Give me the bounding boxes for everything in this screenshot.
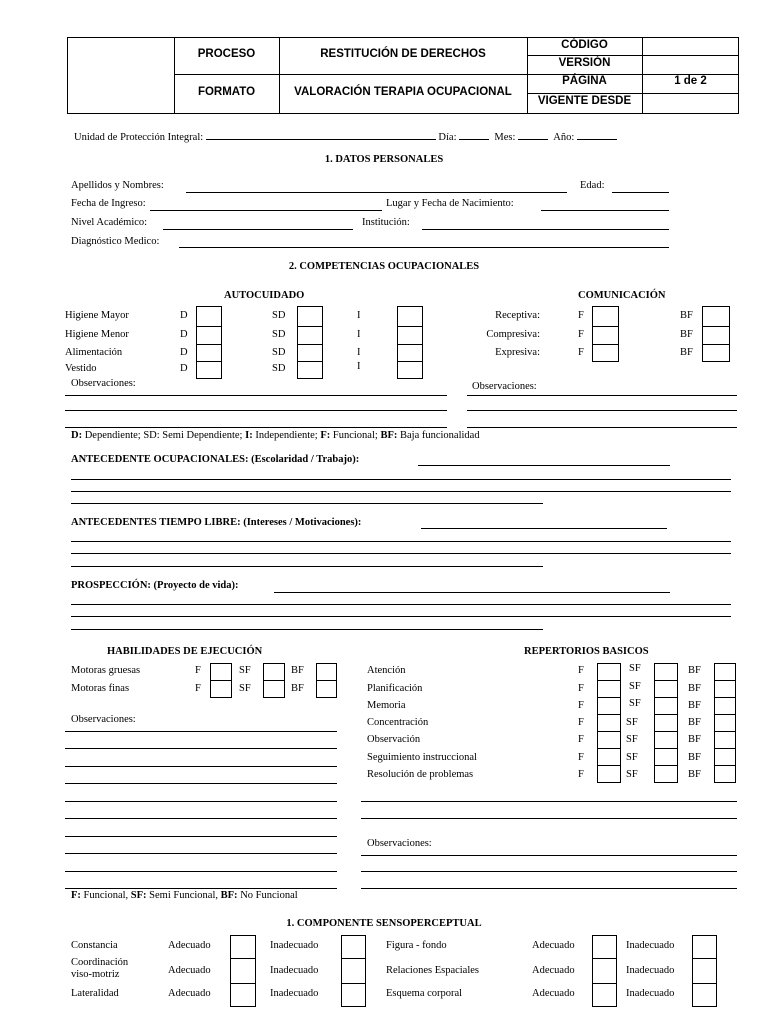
checkbox-sf[interactable] — [263, 680, 285, 698]
checkbox-sf[interactable] — [654, 731, 678, 749]
code-bf: BF — [688, 734, 701, 745]
checkbox-bf[interactable] — [714, 697, 736, 715]
observaciones-line[interactable] — [65, 427, 447, 428]
checkbox-bf[interactable] — [714, 748, 736, 766]
code-sd: SD — [272, 329, 286, 340]
checkbox-sf[interactable] — [654, 765, 678, 783]
checkbox-adecuado[interactable] — [592, 935, 617, 959]
code-sf: SF — [626, 717, 638, 728]
code-f: F — [578, 752, 584, 763]
checkbox-bf[interactable] — [714, 765, 736, 783]
observaciones-line[interactable] — [65, 395, 447, 396]
checkbox-sd[interactable] — [297, 361, 323, 379]
code-d: D — [180, 329, 188, 340]
repertorio-row-label: Observación — [367, 734, 421, 745]
comunicacion-row-label: Receptiva: — [495, 310, 540, 321]
apellidos-line[interactable] — [186, 192, 567, 193]
legend-habilidades: F: Funcional, SF: Semi Funcional, BF: No Funcional — [71, 890, 298, 901]
checkbox-sd[interactable] — [297, 306, 323, 327]
observaciones-line[interactable] — [361, 871, 737, 872]
code-bf: BF — [688, 717, 701, 728]
code-bf: BF — [291, 683, 304, 694]
institucion-line[interactable] — [422, 229, 669, 230]
adecuado-label: Adecuado — [532, 988, 575, 999]
code-i: I — [357, 361, 361, 372]
comunicacion-row-label: Compresiva: — [486, 329, 540, 340]
code-sd: SD — [272, 347, 286, 358]
code-sf: SF — [629, 698, 641, 709]
adecuado-label: Adecuado — [168, 965, 211, 976]
checkbox-bf[interactable] — [316, 680, 337, 698]
checkbox-i[interactable] — [397, 344, 423, 362]
prospeccion-label: PROSPECCIÓN: (Proyecto de vida): — [71, 580, 239, 591]
checkbox-inadecuado[interactable] — [692, 983, 717, 1007]
header-table — [67, 37, 739, 114]
checkbox-f[interactable] — [592, 326, 619, 345]
sensoperceptual-row-label: Esquema corporal — [386, 988, 463, 999]
checkbox-f[interactable] — [210, 680, 232, 698]
inadecuado-label: Inadecuado — [270, 988, 319, 999]
checkbox-adecuado[interactable] — [592, 958, 617, 984]
code-bf: BF — [680, 329, 693, 340]
repertorio-row-label: Seguimiento instruccional — [367, 752, 477, 763]
checkbox-bf[interactable] — [702, 344, 730, 362]
inadecuado-label: Inadecuado — [270, 940, 319, 951]
code-sf: SF — [629, 663, 641, 674]
formato-label: FORMATO — [197, 86, 256, 98]
adecuado-label: Adecuado — [532, 965, 575, 976]
legend-section2: D: Dependiente; SD: Semi Dependiente; I: Independiente; F: Funcional; BF: Baja funcionalidad — [71, 430, 480, 441]
checkbox-f[interactable] — [210, 663, 232, 681]
checkbox-f[interactable] — [597, 714, 621, 732]
autocuidado-title: AUTOCUIDADO — [224, 290, 305, 301]
checkbox-adecuado[interactable] — [230, 958, 256, 984]
checkbox-adecuado[interactable] — [230, 983, 256, 1007]
adecuado-label: Adecuado — [168, 988, 211, 999]
diagnostico-line[interactable] — [179, 247, 669, 248]
code-sf: SF — [239, 683, 251, 694]
edad-label: Edad: — [580, 180, 605, 191]
checkbox-sf[interactable] — [654, 697, 678, 715]
unidad-field: Unidad de Protección Integral: Día: Mes: Año: — [74, 129, 617, 143]
version-label: VERSIÓN — [558, 57, 611, 69]
checkbox-d[interactable] — [196, 344, 222, 362]
observaciones-line[interactable] — [65, 853, 337, 854]
prospeccion-line[interactable] — [71, 604, 731, 605]
antecedentes-line[interactable] — [71, 491, 731, 492]
antecedentes-line[interactable] — [418, 465, 670, 466]
autocuidado-row-label: Vestido — [65, 363, 97, 374]
tiempo-libre-line[interactable] — [421, 528, 667, 529]
tiempo-libre-line[interactable] — [71, 541, 731, 542]
repertorio-row-label: Resolución de problemas — [367, 769, 474, 780]
checkbox-sf[interactable] — [654, 748, 678, 766]
lugar-fecha-label: Lugar y Fecha de Nacimiento: — [386, 198, 514, 209]
sensoperceptual-row-label: Lateralidad — [71, 988, 119, 999]
section2-title: 2. COMPETENCIAS OCUPACIONALES — [288, 261, 480, 272]
code-bf: BF — [688, 665, 701, 676]
observaciones-line[interactable] — [467, 427, 737, 428]
checkbox-inadecuado[interactable] — [692, 935, 717, 959]
checkbox-bf[interactable] — [714, 680, 736, 698]
observaciones-label: Observaciones: — [472, 381, 537, 392]
observaciones-line[interactable] — [467, 395, 737, 396]
checkbox-d[interactable] — [196, 306, 222, 327]
checkbox-f[interactable] — [592, 306, 619, 327]
observaciones-line[interactable] — [65, 766, 337, 767]
tiempo-libre-line[interactable] — [71, 566, 543, 567]
checkbox-sd[interactable] — [297, 326, 323, 345]
pagina-value: 1 de 2 — [674, 75, 707, 87]
code-i: I — [357, 347, 361, 358]
antecedentes-line[interactable] — [71, 503, 543, 504]
checkbox-bf[interactable] — [702, 306, 730, 327]
nivel-label: Nivel Académico: — [71, 217, 148, 228]
fecha-ingreso-line[interactable] — [150, 210, 382, 211]
checkbox-inadecuado[interactable] — [341, 958, 366, 984]
code-bf: BF — [688, 769, 701, 780]
nivel-line[interactable] — [163, 229, 353, 230]
checkbox-i[interactable] — [397, 326, 423, 345]
lugar-fecha-line[interactable] — [541, 210, 669, 211]
code-d: D — [180, 363, 188, 374]
checkbox-bf[interactable] — [316, 663, 337, 681]
code-f: F — [578, 683, 584, 694]
checkbox-adecuado[interactable] — [230, 935, 256, 959]
checkbox-sd[interactable] — [297, 344, 323, 362]
observaciones-line[interactable] — [65, 783, 337, 784]
prospeccion-line[interactable] — [274, 592, 670, 593]
adecuado-label: Adecuado — [168, 940, 211, 951]
checkbox-f[interactable] — [597, 731, 621, 749]
observaciones-label: Observaciones: — [367, 838, 432, 849]
code-f: F — [578, 329, 584, 340]
code-i: I — [357, 329, 361, 340]
anio-line[interactable] — [577, 129, 617, 140]
formato-value: VALORACIÓN TERAPIA OCUPACIONAL — [294, 86, 512, 98]
habilidades-title: HABILIDADES DE EJECUCIÓN — [107, 646, 263, 657]
repertorio-row-label: Planificación — [367, 683, 423, 694]
edad-line[interactable] — [612, 192, 669, 193]
checkbox-i[interactable] — [397, 361, 423, 379]
checkbox-d[interactable] — [196, 326, 222, 345]
sensoperceptual-row-label: Constancia — [71, 940, 118, 951]
code-bf: BF — [688, 683, 701, 694]
repertorios-title: REPERTORIOS BASICOS — [524, 646, 649, 657]
code-bf: BF — [291, 665, 304, 676]
checkbox-bf[interactable] — [714, 731, 736, 749]
checkbox-bf[interactable] — [702, 326, 730, 345]
repertorio-row-label: Concentración — [367, 717, 429, 728]
code-sf: SF — [626, 769, 638, 780]
comunicacion-row-label: Expresiva: — [495, 347, 540, 358]
observaciones-line[interactable] — [361, 888, 737, 889]
sensoperceptual-row-label: Figura - fondo — [386, 940, 447, 951]
code-f: F — [578, 769, 584, 780]
code-bf: BF — [680, 310, 693, 321]
observaciones-line[interactable] — [65, 801, 337, 802]
code-d: D — [180, 347, 188, 358]
habilidades-row-label: Motoras finas — [71, 683, 130, 694]
checkbox-bf[interactable] — [714, 714, 736, 732]
autocuidado-row-label: Higiene Mayor — [65, 310, 129, 321]
institucion-label: Institución: — [362, 217, 410, 228]
prospeccion-line[interactable] — [71, 616, 731, 617]
autocuidado-row-label: Higiene Menor — [65, 329, 129, 340]
code-bf: BF — [688, 752, 701, 763]
code-sf: SF — [626, 752, 638, 763]
observaciones-line[interactable] — [361, 855, 737, 856]
antecedentes-ocupacionales-label: ANTECEDENTE OCUPACIONALES: (Escolaridad / Trabajo): — [71, 454, 360, 465]
observaciones-line[interactable] — [65, 818, 337, 819]
apellidos-label: Apellidos y Nombres: — [71, 180, 164, 191]
habilidades-row-label: Motoras gruesas — [71, 665, 141, 676]
code-f: F — [578, 347, 584, 358]
sensoperceptual-row-label: Relaciones Espaciales — [386, 965, 480, 976]
mes-line[interactable] — [518, 129, 548, 140]
checkbox-inadecuado[interactable] — [341, 935, 366, 959]
checkbox-inadecuado[interactable] — [341, 983, 366, 1007]
code-f: F — [578, 310, 584, 321]
observaciones-label: Observaciones: — [71, 378, 136, 389]
observaciones-line[interactable] — [65, 888, 337, 889]
prospeccion-line[interactable] — [71, 629, 543, 630]
code-sf: SF — [626, 734, 638, 745]
checkbox-f[interactable] — [597, 748, 621, 766]
proceso-value: RESTITUCIÓN DE DERECHOS — [320, 48, 486, 60]
code-f: F — [578, 734, 584, 745]
checkbox-f[interactable] — [597, 663, 621, 681]
checkbox-f[interactable] — [592, 344, 619, 362]
observaciones-line[interactable] — [65, 748, 337, 749]
autocuidado-row-label: Alimentación — [65, 347, 123, 358]
inadecuado-label: Inadecuado — [626, 988, 675, 999]
checkbox-f[interactable] — [597, 697, 621, 715]
checkbox-d[interactable] — [196, 361, 222, 379]
sensoperceptual-title: 1. COMPONENTE SENSOPERCEPTUAL — [286, 918, 482, 929]
code-sd: SD — [272, 363, 286, 374]
codigo-label: CÓDIGO — [561, 39, 608, 51]
code-f: F — [195, 665, 201, 676]
checkbox-sf[interactable] — [654, 663, 678, 681]
checkbox-f[interactable] — [597, 680, 621, 698]
code-f: F — [578, 700, 584, 711]
pagina-label: PÁGINA — [562, 75, 607, 87]
code-sd: SD — [272, 310, 286, 321]
observaciones-line[interactable] — [361, 818, 737, 819]
comunicacion-title: COMUNICACIÓN — [578, 290, 666, 301]
observaciones-line[interactable] — [65, 871, 337, 872]
code-bf: BF — [688, 700, 701, 711]
code-f: F — [195, 683, 201, 694]
dia-line[interactable] — [459, 129, 489, 140]
observaciones-line[interactable] — [65, 410, 447, 411]
code-d: D — [180, 310, 188, 321]
antecedentes-line[interactable] — [71, 479, 731, 480]
tiempo-libre-line[interactable] — [71, 553, 731, 554]
repertorio-row-label: Memoria — [367, 700, 406, 711]
checkbox-inadecuado[interactable] — [692, 958, 717, 984]
sensoperceptual-row-label: Coordinación viso-motriz — [71, 957, 129, 980]
checkbox-sf[interactable] — [654, 680, 678, 698]
observaciones-label: Observaciones: — [71, 714, 136, 725]
observaciones-line[interactable] — [65, 836, 337, 837]
checkbox-sf[interactable] — [654, 714, 678, 732]
proceso-label: PROCESO — [197, 48, 256, 60]
inadecuado-label: Inadecuado — [270, 965, 319, 976]
inadecuado-label: Inadecuado — [626, 940, 675, 951]
diagnostico-label: Diagnóstico Medico: — [71, 236, 160, 247]
code-f: F — [578, 665, 584, 676]
antecedentes-tiempo-libre-label: ANTECEDENTES TIEMPO LIBRE: (Intereses / Motivaciones): — [71, 517, 362, 528]
section1-title: 1. DATOS PERSONALES — [324, 154, 444, 165]
vigente-label: VIGENTE DESDE — [537, 95, 632, 107]
checkbox-bf[interactable] — [714, 663, 736, 681]
fecha-ingreso-label: Fecha de Ingreso: — [71, 198, 146, 209]
observaciones-line[interactable] — [467, 410, 737, 411]
unidad-line[interactable] — [206, 129, 436, 140]
code-sf: SF — [239, 665, 251, 676]
inadecuado-label: Inadecuado — [626, 965, 675, 976]
repertorio-row-label: Atención — [367, 665, 406, 676]
code-bf: BF — [680, 347, 693, 358]
observaciones-line[interactable] — [361, 801, 737, 802]
adecuado-label: Adecuado — [532, 940, 575, 951]
code-i: I — [357, 310, 361, 321]
code-sf: SF — [629, 681, 641, 692]
checkbox-adecuado[interactable] — [592, 983, 617, 1007]
checkbox-i[interactable] — [397, 306, 423, 327]
code-f: F — [578, 717, 584, 728]
observaciones-line[interactable] — [65, 731, 337, 732]
checkbox-sf[interactable] — [263, 663, 285, 681]
checkbox-f[interactable] — [597, 765, 621, 783]
